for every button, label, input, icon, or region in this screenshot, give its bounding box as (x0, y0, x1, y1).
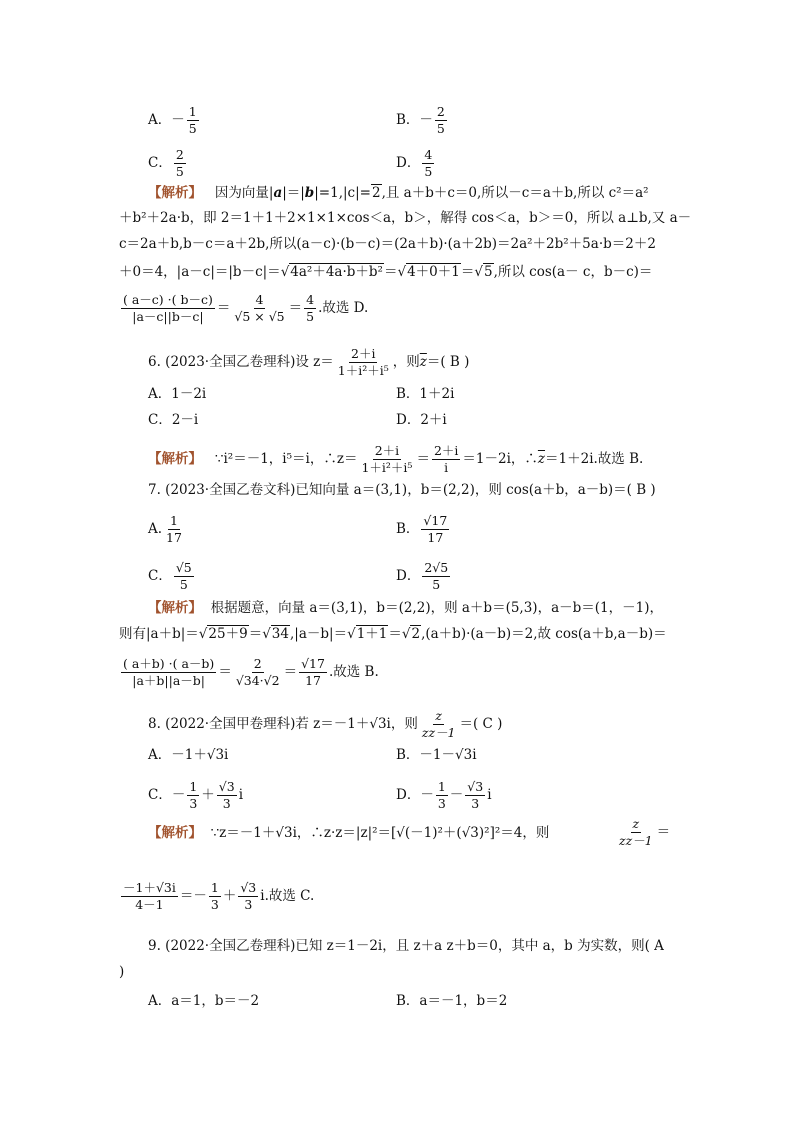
q5-solution-line5: $\frac{( a-c) \cdot( b-c)}{|a-c||b-c|}$ ＝ $\frac{4}{√5 \times √5}$ ＝ $\frac{4}{5}$ .故选 D. (123, 292, 369, 324)
q6-option-a: A．1－2i (148, 386, 207, 402)
q6-stem: 6. (2023·全国乙卷理科)设 z＝ $\frac{2+i}{\text{1＋i²＋i⁵}}$ ，则$\overline{z}=$( B ) (148, 346, 470, 378)
solution-tag: 【解析】 (148, 825, 202, 841)
q8-option-d: D．－ $\frac{1}{3}$ － $\frac{√3}{3}$ i (396, 779, 492, 811)
q9-stem: 9. (2022·全国乙卷理科)已知 z＝1－2i，且 z＋a z＋b＝0，其中 a，b 为实数，则( A (148, 938, 664, 954)
q7-solution-line1: 【解析】 根据题意，向量 a＝(3,1)，b＝(2,2)，则 a＋b＝(5,3)，a－b＝(1，－1)， (148, 600, 663, 616)
q6-option-c: C．2－i (148, 412, 199, 428)
q9-option-a: A．a＝1，b＝－2 (148, 993, 260, 1009)
q8-solution-line2: $\frac{-1+√3i}{4-1}$ ＝－ $\frac{1}{3}$ ＋ $\frac{√3}{3}$ i.故选 C. (123, 880, 315, 912)
q5-option-d: D． $\frac{4}{5}$ (396, 147, 433, 179)
q7-stem: 7. (2023·全国乙卷文科)已知向量 a＝(3,1)，b＝(2,2)，则 cos(a＋b，a－b)＝( B ) (148, 482, 656, 498)
q6-option-b: B．1＋2i (396, 386, 455, 402)
q8-option-c: C．－ $\frac{1}{3}$ ＋ $\frac{√3}{3}$ i (148, 779, 244, 811)
q7-option-b: B． $\frac{√17}{17}$ (396, 513, 448, 545)
q5-option-a: A．－ $\frac{1}{5}$ (148, 104, 197, 136)
q8-solution-fraction: $\frac{z}{zz-1}$ ＝ (619, 816, 671, 848)
q5-option-c: C． $\frac{2}{5}$ (148, 147, 184, 179)
q8-stem: 8. (2022·全国甲卷理科)若 z＝－1＋√3i，则 $\frac{z}{zz-1}$ ＝( C ) (148, 708, 503, 740)
q5-solution-line1: 【解析】 因为向量|a|＝|b|=1,|c|=2,且 a＋b＋c＝0,所以－c＝a＋b,所以 c²＝a² (148, 185, 649, 201)
q7-option-c: C． $\frac{√5}{5}$ (148, 560, 192, 592)
q8-option-a: A．－1＋√3i (148, 747, 229, 763)
solution-tag: 【解析】 (148, 185, 202, 201)
q8-option-b: B．－1－√3i (396, 747, 477, 763)
q9-option-b: B．a＝－1，b＝2 (396, 993, 508, 1009)
q6-solution: 【解析】 ∵i²＝－1，i⁵＝i，∴z＝ $\frac{2+i}{\text{1＋i²＋i⁵}}$ ＝ $\frac{2+i}{i}$ ＝1－2i，$\therefore\overline{z}=1+2i$.故选 B. (148, 443, 644, 475)
q5-solution-line4: ＋0＝4，|a－c|＝|b－c|＝√4a²＋4a·b＋b²＝√4＋0＋1＝√5,所以 cos(a－ c，b－c)＝ (119, 264, 653, 280)
q7-option-d: D． $\frac{2√5}{5}$ (396, 560, 449, 592)
q5-solution-line3: c＝2a＋b,b－c＝a＋2b,所以(a－c)·(b－c)＝(2a＋b)·(a＋2b)＝2a²＋2b²＋5a·b＝2＋2 (119, 236, 656, 252)
q6-option-d: D．2＋i (396, 412, 447, 428)
q8-solution-line1: 【解析】 ∵z＝－1＋√3i，∴z·z＝|z|²＝[√(－1)²＋(√3)²]²＝4，则 (148, 825, 550, 841)
q7-solution-line2: 则有|a＋b|＝√25＋9＝√34,|a－b|＝√1＋1＝√2,(a＋b)·(a－b)＝2,故 cos(a＋b,a－b)＝ (119, 626, 667, 642)
q9-stem-cont: ) (119, 964, 125, 980)
q5-option-b: B．－ $\frac{2}{5}$ (396, 104, 445, 136)
q7-solution-line3: $\frac{( a+b) \cdot( a-b)}{|a+b||a-b|}$ ＝ $\frac{2}{√34\cdot√2}$ ＝ $\frac{√17}{17}$ .故选 B. (123, 656, 379, 688)
solution-tag: 【解析】 (148, 600, 202, 616)
q7-option-a: A. $\frac{1}{17}$ (148, 513, 182, 545)
solution-tag: 【解析】 (148, 451, 202, 467)
q5-solution-line2: ＋b²＋2a·b，即 2＝1＋1＋2×1×1×cos＜a，b＞，解得 cos＜a，b＞＝0，所以 a⊥b,又 a－ (119, 210, 692, 226)
